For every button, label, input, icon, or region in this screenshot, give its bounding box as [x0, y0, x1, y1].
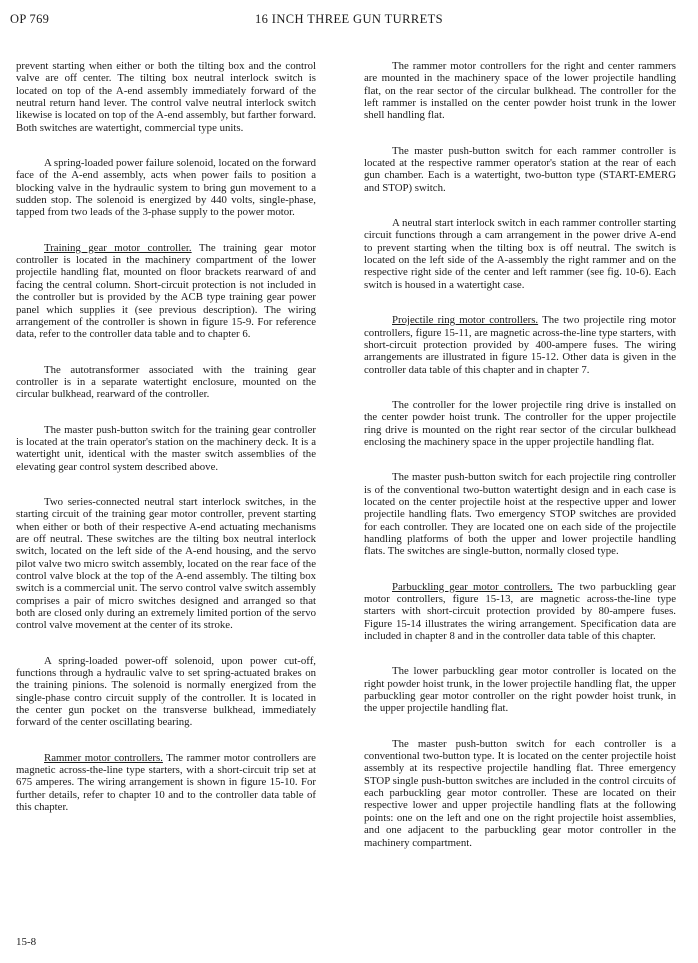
document-code: OP 769: [10, 12, 50, 26]
paragraph-body: The two parbuckling gear motor controllers, figure 15-13, are magnetic across-the-line type starters with short-circuit protection provided by 80-ampere fuses. Figure 15-14 illustrates the wiring arrangement. Specification data are included in chapter 8 and in the controller data table of this chapter.: [364, 580, 677, 643]
paragraph: The rammer motor controllers for the right and center rammers are mounted in the machinery space of the lower projectile handling flat, on the rear sector of the circular bulkhead. The controller for the left rammer is installed on the center powder hoist trunk in the lower shell handling flat.: [364, 60, 676, 122]
section-heading: Parbuckling gear motor controllers.: [392, 580, 553, 593]
right-column: [364, 60, 676, 872]
page-number: 15-8: [16, 936, 37, 948]
paragraph: prevent starting when either or both the tilting box and the control valve are off center. The tilting box neutral interlock switch is located on top of the A-end assembly immediately forward of the neutral return hand lever. The control valve neutral interlock switch likewise is located on top of the A-end assembly, but farther forward. Both switches are watertight, commercial type units.: [16, 60, 316, 134]
section-paragraph: [16, 242, 316, 341]
paragraph-body: The rammer motor controllers are magnetic across-the-line type starters, with a short-circuit trip set at 675 amperes. The wiring arrangement is shown in figure 15-10. For further details, refer to chapter 10 and to the controller data table of this chapter.: [16, 751, 316, 814]
section-heading: Projectile ring motor controllers.: [392, 314, 539, 327]
section-paragraph: [16, 752, 316, 814]
paragraph: A neutral start interlock switch in each rammer controller starting circuit functions through a cam arrangement in the power drive A-end to prevent starting when the tilting box is off neutral. The switch is located on the left side of the A-assembly the right rammer and on the respective right side of the center and left rammer (see fig. 10-6). Each switch is housed in a watertight case.: [364, 217, 676, 291]
left-column: [16, 60, 316, 837]
paragraph: The master push-button switch for each projectile ring controller is of the conventional two-button watertight design and in each case is located on the center projectile hoist at the respective upper and lower projectile handling flats. Two emergency STOP switches are provided for each controller. They are located one on each side of the projectile handling platforms of both the upper and lower projectile handling flats. The switches are single-button, normally closed type.: [364, 471, 676, 558]
section-paragraph: [364, 314, 676, 376]
section-heading: Training gear motor controller.: [44, 241, 192, 254]
paragraph: A spring-loaded power failure solenoid, located on the forward face of the A-end assembly, acts when power fails to position a blocking valve in the hydraulic system to bring gun movement to a sudden stop. The solenoid is energized by 440 volts, single-phase, tapped from two leads of the 3-phase supply to the power motor.: [16, 157, 316, 219]
paragraph: The master push-button switch for each rammer controller is located at the respective rammer operator's station at the rear of each gun chamber. Each is a watertight, two-button type (START-EMERG and STOP) switch.: [364, 144, 676, 194]
paragraph: Two series-connected neutral start interlock switches, in the starting circuit of the training gear motor controller, prevent starting when either or both of their respective A-end actuating mechanisms are off neutral. These switches are the tilting box neutral interlock switch, located on the left side of the A-end housing, and the servo pilot valve two micro switch assembly, located on the rear face of the control valve block at the top of the A-end assembly. The tilting box switch is a commercial unit. The servo control valve switch assembly comprises a pair of micro switches designed and arranged so that both are closed only during an extremely limited portion of the servo control valve movement at the center of its stroke.: [16, 495, 316, 632]
page-header: [0, 0, 698, 34]
paragraph-body: The two projectile ring motor controllers, figure 15-11, are magnetic across-the-line type starters, with short-circuit protection provided by 400-ampere fuses. The wiring arrangements are illustrated in figure 15-12. Other data is given in the controller data table of this chapter and in chapter 7.: [364, 314, 677, 376]
section-heading: Rammer motor controllers.: [44, 751, 163, 764]
section-paragraph: [364, 581, 676, 643]
paragraph: The lower parbuckling gear motor controller is located on the right powder hoist trunk, in the lower projectile handling flat, the upper parbuckling gear motor controller on the right powder hoist trunk, in the upper projectile handling flat.: [364, 665, 676, 715]
paragraph: The master push-button switch for each controller is a conventional two-button type. It is located on the center projectile hoist assembly at its respective projectile handling flat. Three emergency STOP single push-button switches are included in the control circuits of each parbuckling gear motor controller. These are located on their respective lower and upper projectile handling flats at the following points: one on the left and one on the right projectile hoist assemblies, and one adjacent to the parbuckling gear motor controller in the machinery compartment.: [364, 737, 676, 849]
paragraph: A spring-loaded power-off solenoid, upon power cut-off, functions through a hydraulic valve to set spring-actuated brakes on the training pinions. The solenoid is normally energized from the single-phase contro circuit supply of the controller. It is located in the center gun pocket on the transverse bulkhead, immediately forward of the center oscillating bearing.: [16, 654, 316, 729]
paragraph-body: The training gear motor controller is located in the machinery compartment of the lower projectile handling flat, mounted on floor brackets rearward of and facing the central column. Short-circuit protection is not included in the controller but is provided by the ACB type training gear power panel which supplies it (see previous description). The wiring arrangement of the controller is shown in figure 15-9. For reference data, refer to the controller data table and to chapter 6.: [16, 241, 316, 341]
paragraph: The controller for the lower projectile ring drive is installed on the center powder hoist trunk. The controller for the upper projectile ring drive is mounted on the right rear sector of the circular bulkhead enclosing the machinery space in the upper projectile handling flat.: [364, 398, 676, 448]
running-title: 16 INCH THREE GUN TURRETS: [254, 12, 443, 26]
paragraph: The autotransformer associated with the training gear controller is in a separate watertight enclosure, mounted on the circular bulkhead, rearward of the controller.: [16, 363, 316, 401]
paragraph: The master push-button switch for the training gear controller is located at the train operator's station on the machinery deck. It is a watertight unit, identical with the master switch assemblies of the elevating gear control system described above.: [16, 423, 316, 473]
